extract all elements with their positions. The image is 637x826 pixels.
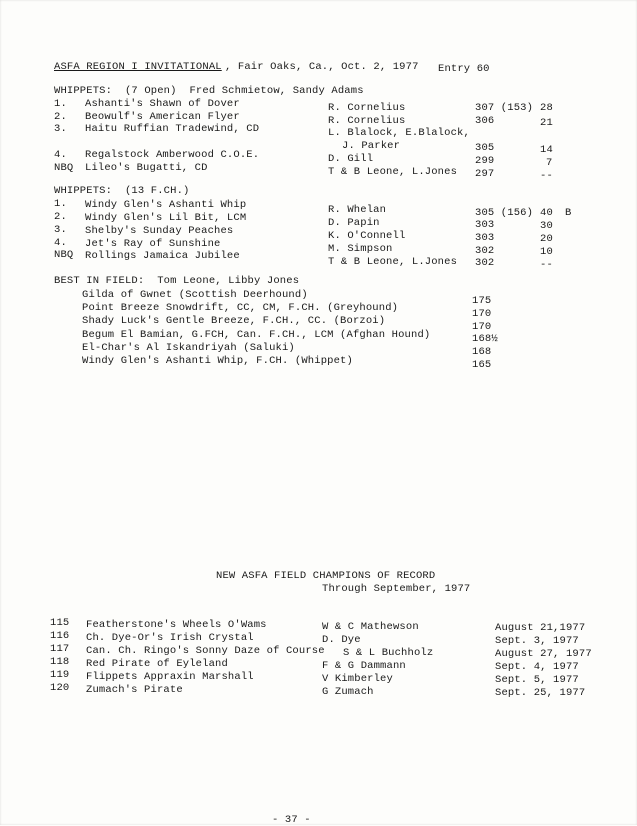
date: Sept. 5, 1977 [495, 674, 579, 686]
score: 175 [472, 295, 492, 307]
owner: D. Dye [322, 634, 361, 646]
dog-name: Beowulf's American Flyer [85, 111, 240, 123]
owner: R. Cornelius [328, 115, 406, 127]
dog-name: Rollings Jamaica Jubilee [85, 250, 240, 262]
date: August 27, 1977 [495, 648, 592, 660]
owner: R. Whelan [328, 204, 387, 216]
place: 3. [54, 123, 67, 135]
score: 302 [475, 257, 495, 269]
points: 20 [540, 233, 553, 245]
place: 1. [54, 98, 67, 110]
points: 21 [540, 117, 553, 129]
dog-name: Shady Luck's Gentle Breeze, F.CH., CC. (Borzoi) [82, 315, 386, 327]
score: 170 [472, 321, 492, 333]
points: 7 [546, 157, 553, 169]
score: 168½ [472, 333, 498, 345]
place: 3. [54, 224, 67, 236]
record-number: 116 [50, 630, 70, 642]
score: 297 [475, 168, 495, 180]
date: August 21,1977 [495, 622, 586, 634]
score: 307 (153) [475, 102, 534, 114]
owner: M. Simpson [328, 243, 393, 255]
owner: F & G Dammann [322, 660, 406, 672]
dog-name: El-Char's Al Iskandriyah (Saluki) [82, 342, 295, 354]
owner: G Zumach [322, 686, 374, 698]
dog-name: Point Breeze Snowdrift, CC, CM, F.CH. (Greyhound) [82, 302, 399, 314]
record-number: 115 [50, 617, 70, 629]
owner: J. Parker [342, 140, 401, 152]
date: Sept. 25, 1977 [495, 687, 586, 699]
owner: V Kimberley [322, 673, 393, 685]
owner: K. O'Connell [328, 230, 406, 242]
points: 30 [540, 220, 553, 232]
dog-name: Shelby's Sunday Peaches [85, 225, 234, 237]
score: 299 [475, 155, 495, 167]
dog-name: Can. Ch. Ringo's Sonny Daze of Course [86, 645, 325, 657]
dog-name: Jet's Ray of Sunshine [85, 238, 221, 250]
owner: T & B Leone, L.Jones [328, 166, 458, 178]
place: 1. [54, 198, 67, 210]
points: 28 [540, 102, 553, 114]
owner: D. Papin [328, 217, 380, 229]
dog-name: Lileo's Bugatti, CD [85, 162, 208, 174]
owner: D. Gill [328, 153, 374, 165]
dog-name: Red Pirate of Eyleland [86, 658, 228, 670]
score: 168 [472, 346, 492, 358]
owner: R. Cornelius [328, 102, 406, 114]
score: 165 [472, 359, 492, 371]
dog-name: Regalstock Amberwood C.O.E. [85, 149, 260, 161]
owner: L. Blalock, E.Blalock, [328, 127, 470, 139]
event-details: , Fair Oaks, Ca., Oct. 2, 1977 [225, 61, 419, 73]
record-number: 119 [50, 669, 70, 681]
owner: T & B Leone, L.Jones [328, 256, 458, 268]
points: 10 [540, 246, 553, 258]
place: 2. [54, 211, 67, 223]
best-of-breed-mark: B [565, 207, 572, 219]
dog-name: Gilda of Gwnet (Scottish Deerhound) [82, 289, 308, 301]
place: 4. [54, 149, 67, 161]
entry-count: Entry 60 [438, 63, 490, 75]
date: Sept. 3, 1977 [495, 635, 579, 647]
dog-name: Windy Glen's Ashanti Whip [85, 199, 247, 211]
score: 170 [472, 308, 492, 320]
points: 14 [540, 144, 553, 156]
champions-title: NEW ASFA FIELD CHAMPIONS OF RECORD [216, 570, 436, 582]
date: Sept. 4, 1977 [495, 661, 579, 673]
score: 303 [475, 219, 495, 231]
dog-name: Zumach's Pirate [86, 684, 183, 696]
score: 305 [475, 142, 495, 154]
points: 40 [540, 207, 553, 219]
page-number: - 37 - [272, 814, 311, 826]
whippets-open-heading: WHIPPETS: (7 Open) Fred Schmietow, Sandy Adams [54, 85, 364, 97]
owner: S & L Buchholz [343, 647, 434, 659]
whippets-fch-heading: WHIPPETS: (13 F.CH.) [54, 185, 190, 197]
score: 303 [475, 232, 495, 244]
dog-name: Flippets Appraxin Marshall [86, 671, 254, 683]
place: NBQ [54, 249, 74, 261]
score: 305 (156) [475, 207, 534, 219]
points: -- [540, 170, 553, 182]
dog-name: Begum El Bamian, G.FCH, Can. F.CH., LCM (Afghan Hound) [82, 329, 431, 341]
score: 302 [475, 245, 495, 257]
record-number: 120 [50, 682, 70, 694]
place: NBQ [54, 162, 74, 174]
dog-name: Windy Glen's Ashanti Whip, F.CH. (Whippet) [82, 355, 353, 367]
record-number: 117 [50, 643, 70, 655]
record-number: 118 [50, 656, 70, 668]
owner: W & C Mathewson [322, 621, 419, 633]
score: 306 [475, 115, 495, 127]
dog-name: Ch. Dye-Or's Irish Crystal [86, 632, 254, 644]
best-in-field-heading: BEST IN FIELD: Tom Leone, Libby Jones [54, 275, 300, 287]
dog-name: Haitu Ruffian Tradewind, CD [85, 123, 260, 135]
points: -- [540, 259, 553, 271]
dog-name: Ashanti's Shawn of Dover [85, 98, 240, 110]
dog-name: Windy Glen's Lil Bit, LCM [85, 212, 247, 224]
place: 4. [54, 237, 67, 249]
event-title: ASFA REGION I INVITATIONAL [54, 61, 222, 73]
champions-subtitle: Through September, 1977 [322, 583, 471, 595]
place: 2. [54, 111, 67, 123]
dog-name: Featherstone's Wheels O'Wams [86, 619, 267, 631]
